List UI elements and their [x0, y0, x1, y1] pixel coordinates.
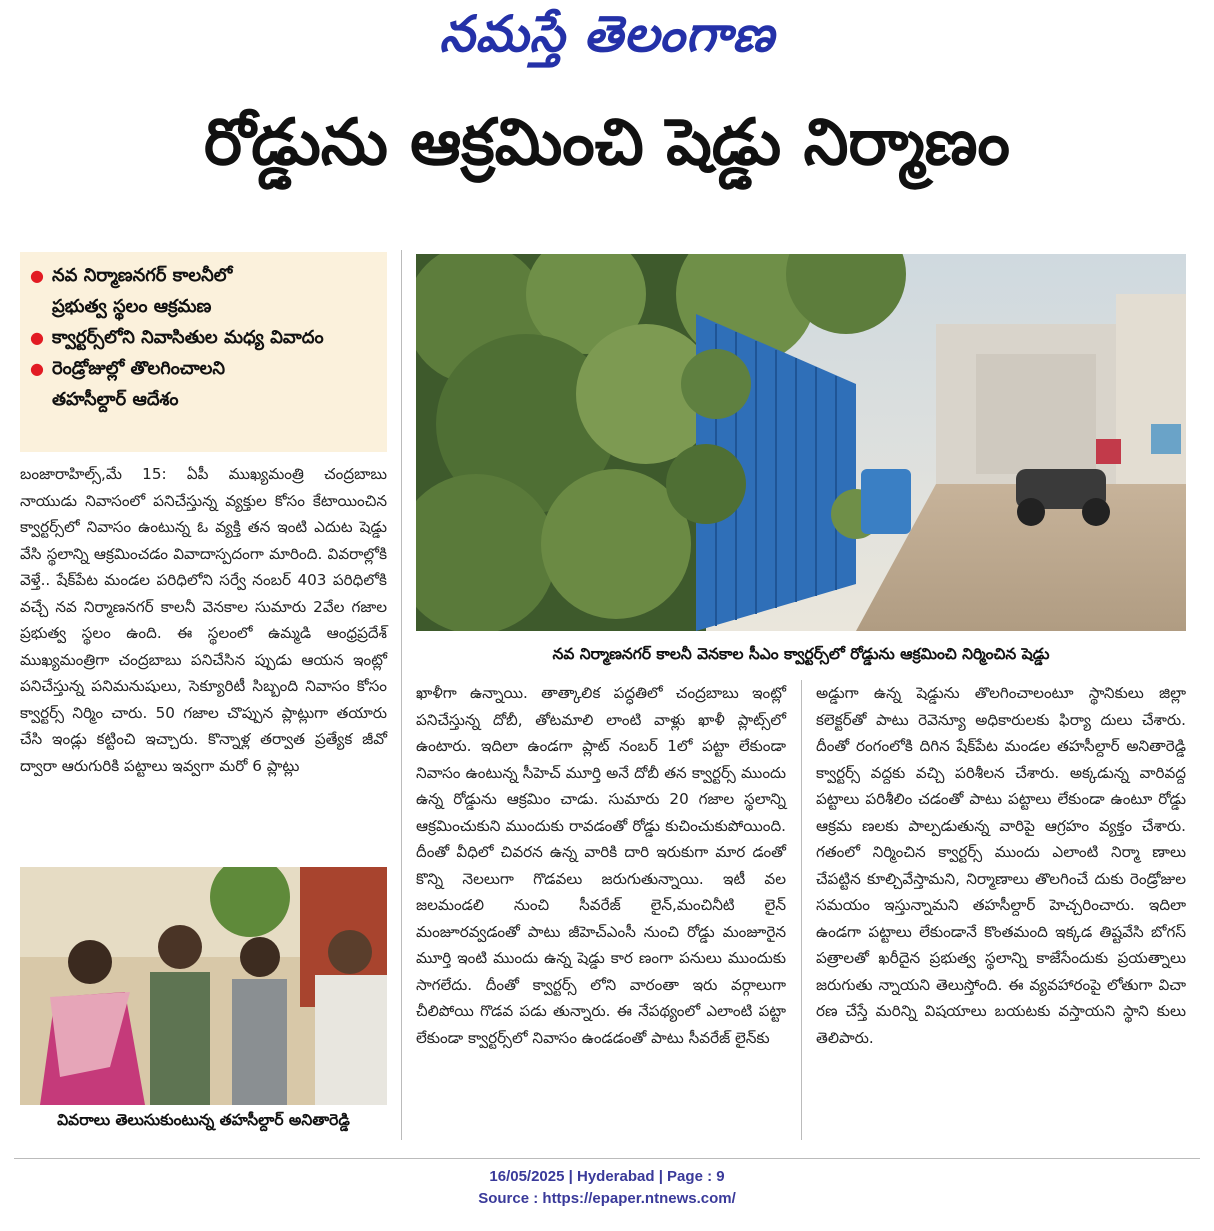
article-text: ఖాళీగా ఉన్నాయి. తాత్కాలిక పద్ధతిలో చంద్రబాబు ఇంట్లో పనిచేస్తున్న దోబీ, తోటమాలి లాంటి వాళ్లు ఖాళీ ప్లాట్స్‌లో ఉంటారు. ఇదిలా ఉండగా ప్లాట్ నంబర్ 1లో పట్టా లేకుండా నివాసం ఉంటున్న సీహెచ్ మూర్తి అనే దోబీ తన క్వార్టర్స్ ముందు ఉన్న రోడ్డును ఆక్రమిం చాడు. సుమారు 20 గజాల స్థలాన్ని ఆక్రమించుకుని ముందుకు రావడంతో రోడ్డు కుచించుకుపోయింది. దీంతో వీధిలో చివరన ఉన్న వారికి దారి ఇరుకుగా మార డంతో కొన్ని నెలలుగా గొడవలు జరుగుతున్నాయి. ఇటీ వల జలమండలి నుంచి సీవరేజ్ లైన్,మంచినీటి లైన్ మంజూరవ్వడంతో పాటు జీహెచ్ఎంసీ నుంచి రోడ్డు మంజూరైన మూర్తి ఇంటి ముందు ఉన్న షెడ్డు కార ణంగా పనులు ముందుకు సాగలేదు. దీంతో క్వార్టర్స్ లోని వారంతా ఇరు వర్గాలుగా చీలిపోయి గొడవ పడు తున్నారు. ఈ నేపథ్యంలో ఎలాంటి పట్టా లేకుండా క్వార్టర్స్‌లో నివాసం ఉండడంతో పాటు సీవరేజ్ లైన్‌కు	[416, 684, 786, 1047]
masthead-logo: నమస్తే తెలంగాణ	[439, 4, 775, 63]
column-divider	[801, 680, 802, 1140]
highlight-item	[30, 260, 377, 322]
highlights-box	[20, 252, 387, 452]
footer-dateline: 16/05/2025 | Hyderabad | Page : 9	[489, 1168, 725, 1185]
footer-source: Source : https://epaper.ntnews.com/	[478, 1190, 736, 1207]
article-column-2	[416, 680, 786, 1051]
article-text: బంజారాహిల్స్,మే 15: ఏపీ ముఖ్యమంత్రి చంద్రబాబు నాయుడు నివాసంలో పనిచేస్తున్న వ్యక్తుల కోసం కేటాయించిన క్వార్టర్స్‌లో నివాసం ఉంటున్న ఓ వ్యక్తి తన ఇంటి ఎదుట షెడ్డు వేసి స్థలాన్ని ఆక్రమించడం వివాదాస్పదంగా మారింది. వివరాల్లోకి వెళ్తే.. షేక్‌పేట మండల పరిధిలోని సర్వే నంబర్ 403 పరిధిలోకి వచ్చే నవ నిర్మాణనగర్ కాలనీ వెనకాల సుమారు 2వేల గజాల ప్రభుత్వ స్థలం ఉంది. ఈ స్థలంలో ఉమ్మడి ఆంధ్రప్రదేశ్ ముఖ్యమంత్రిగా చంద్రబాబు పనిచేసిన ప్పుడు ఆయన ఇంట్లో పనిచేస్తున్న పనిమనుషులు, సెక్యూరిటీ సిబ్బంది నివాసం కోసం క్వార్టర్స్ నిర్మిం చారు. 50 గజాల చొప్పున ప్లాట్లుగా తయారు చేసి ఇండ్లు కట్టించి ఇచ్చారు. కొన్నాళ్ల తర్వాత ప్రత్యేక జీవో ద్వారా ఆరుగురికి పట్టాలు ఇవ్వగా మరో 6 ప్లాట్లు	[20, 465, 387, 775]
highlight-text: క్వార్టర్స్‌లోని నివాసితుల మధ్య వివాదం	[52, 327, 324, 348]
bullet-icon: ●	[30, 359, 44, 378]
bullet-icon: ●	[30, 266, 44, 285]
highlight-text: రెండ్రోజుల్లో తొలగించాలని తహసీల్దార్ ఆదేశం	[52, 358, 226, 410]
main-photo-caption: నవ నిర్మాణనగర్ కాలనీ వెనకాల సీఎం క్వార్టర్స్‌లో రోడ్డును ఆక్రమించి నిర్మించిన షెడ్డు	[552, 645, 1050, 663]
bullet-icon: ●	[30, 328, 44, 347]
article-column-3	[816, 680, 1186, 1051]
highlight-text: నవ నిర్మాణనగర్ కాలనీలో ప్రభుత్వ స్థలం ఆక్రమణ	[52, 265, 233, 317]
inset-photo	[20, 867, 387, 1105]
article-text: అడ్డుగా ఉన్న షెడ్డును తొలగించాలంటూ స్థానికులు జిల్లా కలెక్టర్‌తో పాటు రెవెన్యూ అధికారులకు ఫిర్యా దులు చేశారు. దీంతో రంగంలోకి దిగిన షేక్‌పేట మండల తహసీల్దార్ అనితారెడ్డి క్వార్టర్స్ వద్దకు వచ్చి పరిశీలన చేశారు. అక్కడున్న వారివద్ద పట్టాలు పరిశీలిం చడంతో పాటు పట్టాలు లేకుండా ఉంటూ రోడ్డు ఆక్రమ ణలకు పాల్పడుతున్న వారిపై ఆగ్రహం వ్యక్తం చేశారు. గతంలో నిర్మించిన క్వార్టర్స్ ముందు ఎలాంటి నిర్మా ణాలు చేపట్టిన కూల్చివేస్తామని, నిర్మాణాలు తొలగించే దుకు రెండ్రోజుల సమయం ఇస్తున్నామని తహసీల్దార్ హెచ్చరించారు. ఇదిలా ఉండగా పట్టాలు లేకుండానే కొంతమంది ఇక్కడ తిష్టవేసి బోగస్ పత్రాలతో ఖరీదైన ప్రభుత్వ స్థలాన్ని కాజేసేందుకు ప్రయత్నాలు జరుగుతు న్నాయని తెలుస్తోంది. ఈ వ్యవహారంపై లోతుగా విచా రణ చేస్తే మరిన్ని విషయాలు బయటకు వస్తాయని స్థాని కులు తెలిపారు.	[816, 684, 1186, 1047]
highlight-item	[30, 353, 377, 415]
main-photo	[416, 254, 1186, 631]
headline: రోడ్డును ఆక్రమించి షెడ్డు నిర్మాణం	[204, 106, 1010, 180]
highlight-item	[30, 322, 377, 353]
inset-photo-caption: వివరాలు తెలుసుకుంటున్న తహసీల్దార్ అనితారెడ్డి	[57, 1111, 350, 1129]
column-divider	[401, 250, 402, 1140]
article-column-1	[20, 461, 387, 779]
page-divider	[14, 1158, 1200, 1159]
